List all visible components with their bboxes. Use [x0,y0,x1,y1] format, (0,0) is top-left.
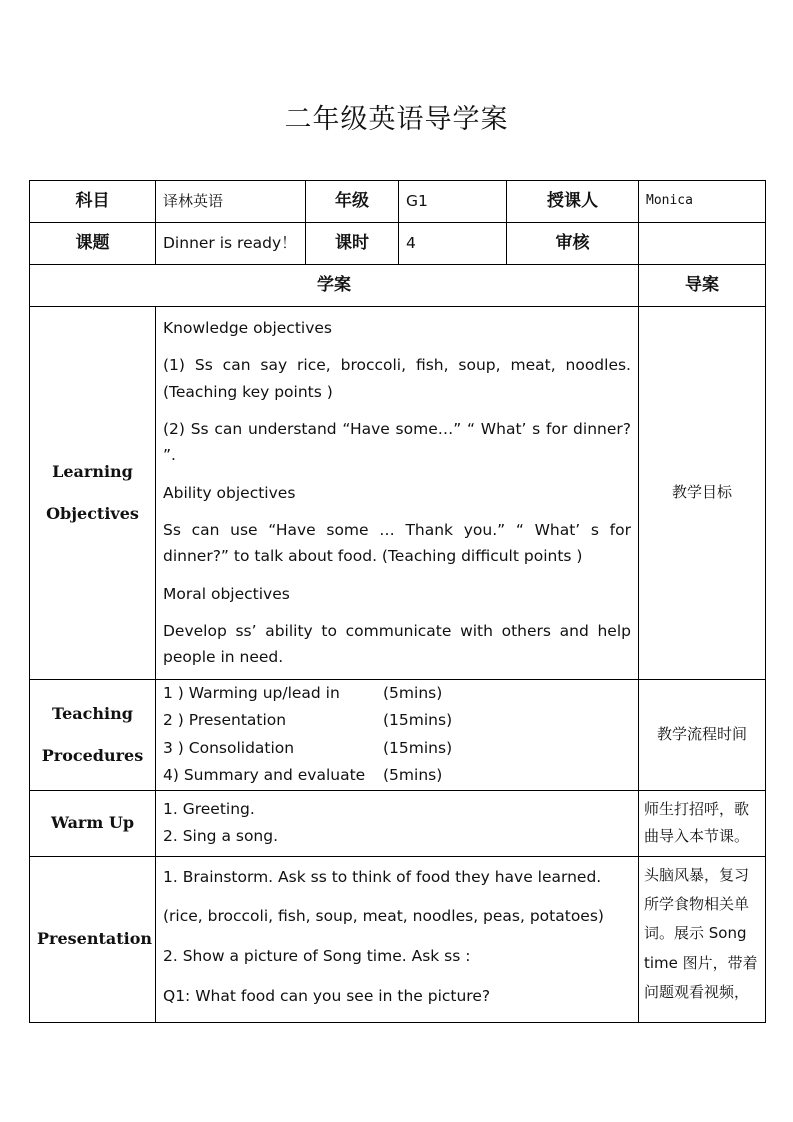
grade-value: G1 [399,181,507,223]
period-label: 课时 [306,223,399,265]
objective-paragraph: Moral objectives [163,584,290,603]
teaching-procedures-label-line1: Teaching [52,704,133,724]
reviewer-value [639,223,766,265]
procedure-step [163,680,631,708]
teaching-procedures-content [156,679,639,790]
presentation-paragraph: 2. Show a picture of Song time. Ask ss : [163,947,471,966]
study-plan-header: 学案 [30,265,639,307]
teaching-procedures-note: 教学流程时间 [639,679,766,790]
guide-plan-header: 导案 [639,265,766,307]
procedure-step-time: (5mins) [383,683,443,702]
procedure-step-time: (5mins) [383,766,443,785]
procedure-step-name: 3 ) Consolidation [163,738,295,757]
lesson-plan-table [29,180,766,1023]
presentation-note: 头脑风暴，复习所学食物相关单词。展示 Song time 图片，带着问题观看视频， [639,856,766,1022]
page-title: 二年级英语导学案 [284,104,509,135]
procedure-step-name: 4) Summary and evaluate [163,766,366,785]
procedure-step-name: 2 ) Presentation [163,711,287,730]
subject-label: 科目 [30,181,156,223]
period-value: 4 [399,223,507,265]
presentation-paragraph: 1. Brainstorm. Ask ss to think of food they have learned. [163,867,602,886]
info-row-2 [30,223,766,265]
subject-value: 译林英语 [156,181,306,223]
topic-value: Dinner is ready！ [156,223,306,265]
objective-paragraph: (2) Ss can understand “Have some…” “ What’ s for dinner? ”. [163,420,631,465]
presentation-content [156,856,639,1022]
objective-paragraph: Knowledge objectives [163,319,332,337]
warm-up-item: 2. Sing a song. [163,827,279,846]
objective-paragraph: Develop ss’ ability to communicate with others and help people in need. [163,622,631,667]
procedure-step-time: (15mins) [383,711,453,730]
objective-paragraph: (1) Ss can say rice, broccoli, fish, soup, meat, noodles. (Teaching key points ) [163,356,631,401]
topic-label: 课题 [30,223,156,265]
presentation-paragraph: Q1: What food can you see in the picture? [163,986,491,1005]
presentation-paragraph: (rice, broccoli, fish, soup, meat, noodles, peas, potatoes) [163,907,604,926]
info-row-1 [30,181,766,223]
teaching-procedures-row [30,679,766,790]
reviewer-label: 审核 [507,223,639,265]
warm-up-note: 师生打招呼，歌曲导入本节课。 [639,790,766,856]
warm-up-item: 1. Greeting. [163,800,255,819]
warm-up-content [156,790,639,856]
procedure-step-time: (15mins) [383,738,453,757]
learning-objectives-label [30,307,156,680]
warm-up-row [30,790,766,856]
teaching-procedures-label [30,679,156,790]
section-header-row [30,265,766,307]
learning-objectives-label-line2: Objectives [46,503,139,523]
grade-label: 年级 [306,181,399,223]
learning-objectives-note: 教学目标 [639,307,766,680]
learning-objectives-row [30,307,766,680]
objective-paragraph: Ss can use “Have some … Thank you.” “ What’ s for dinner?” to talk about food. (Teaching difficult points ) [163,521,631,566]
procedure-step-name: 1 ) Warming up/lead in [163,683,340,702]
warm-up-label: Warm Up [30,790,156,856]
procedure-step [163,735,631,763]
objective-paragraph: Ability objectives [163,483,296,502]
procedure-step [163,707,631,735]
teacher-value: Monica [639,181,766,223]
learning-objectives-label-line1: Learning [52,462,133,482]
learning-objectives-content [156,307,639,680]
procedure-step [163,762,631,790]
teaching-procedures-label-line2: Procedures [41,745,144,765]
presentation-row [30,856,766,1022]
presentation-label: Presentation [30,856,156,1022]
teacher-label: 授课人 [507,181,639,223]
